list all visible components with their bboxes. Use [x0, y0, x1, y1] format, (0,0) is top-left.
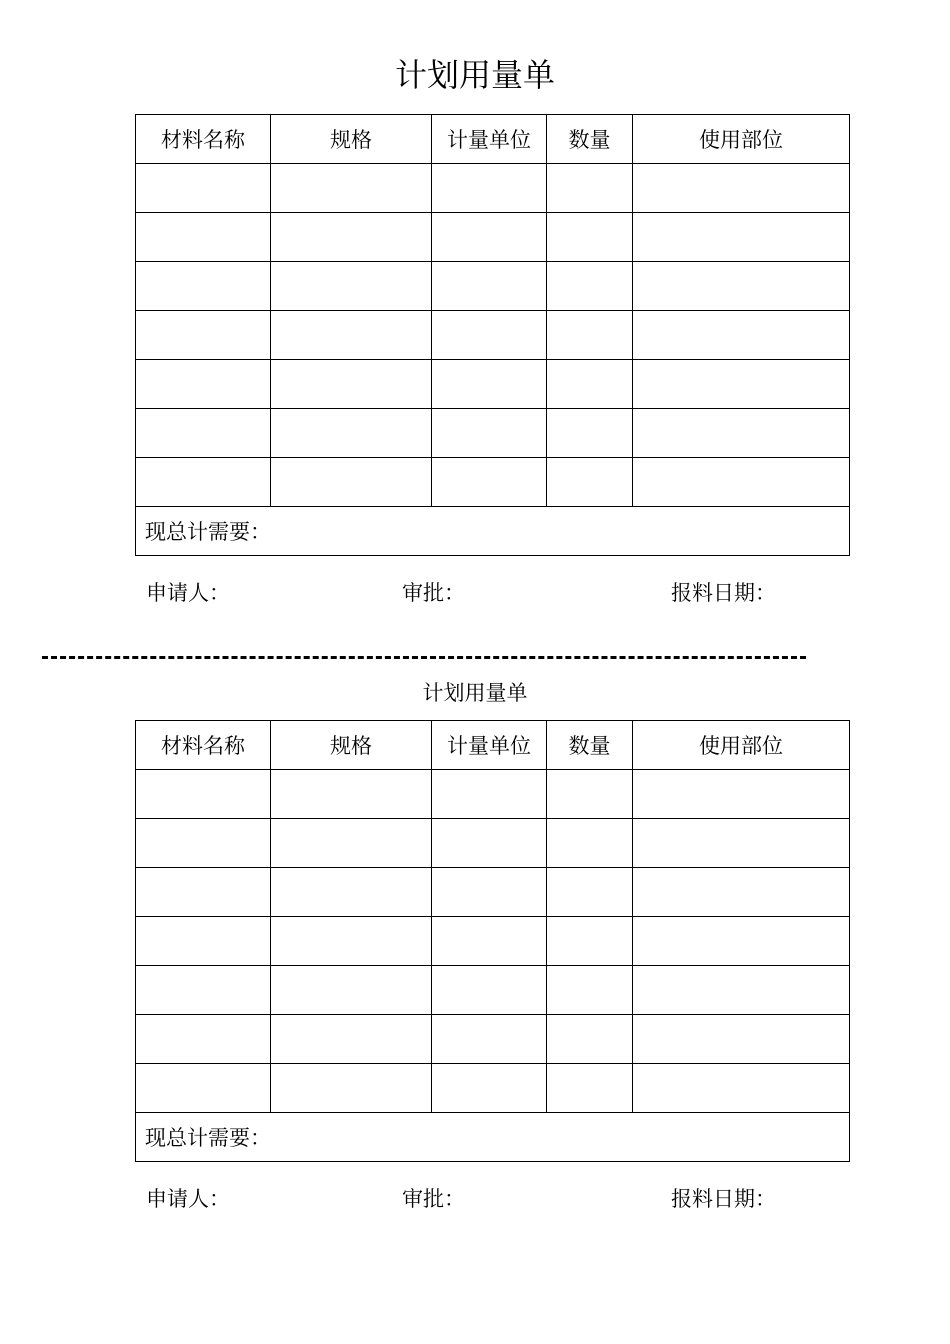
table-cell[interactable] [633, 262, 850, 311]
cut-line-divider [42, 656, 806, 659]
table-cell[interactable] [547, 770, 633, 819]
table-cell[interactable] [271, 819, 432, 868]
total-needed-cell[interactable] [136, 1113, 850, 1162]
table-cell[interactable] [136, 213, 271, 262]
table-row [136, 868, 850, 917]
request-date-label: 报料日期： [671, 1187, 776, 1211]
table-cell[interactable] [271, 360, 432, 409]
table-cell[interactable] [271, 1064, 432, 1113]
table-cell[interactable] [271, 164, 432, 213]
table-cell[interactable] [547, 213, 633, 262]
table-cell[interactable] [432, 213, 547, 262]
table-cell[interactable] [633, 819, 850, 868]
table-cell[interactable] [432, 458, 547, 507]
table-cell[interactable] [547, 966, 633, 1015]
applicant-label: 申请人： [146, 1187, 230, 1211]
table-cell[interactable] [136, 966, 271, 1015]
table-cell[interactable] [136, 1064, 271, 1113]
header-unit: 计量单位 [432, 115, 547, 164]
table-cell[interactable] [136, 262, 271, 311]
table-row [136, 819, 850, 868]
material-table [135, 114, 850, 556]
table-cell[interactable] [633, 770, 850, 819]
table-cell[interactable] [633, 311, 850, 360]
table-cell[interactable] [547, 360, 633, 409]
approval-label: 审批： [402, 1187, 465, 1211]
table-cell[interactable] [547, 917, 633, 966]
table-cell[interactable] [432, 770, 547, 819]
header-material-name: 材料名称 [136, 115, 271, 164]
table-cell[interactable] [432, 311, 547, 360]
form-title: 计划用量单 [422, 681, 528, 705]
table-cell[interactable] [547, 262, 633, 311]
table-cell[interactable] [136, 770, 271, 819]
total-needed-cell[interactable] [136, 507, 850, 556]
table-cell[interactable] [271, 868, 432, 917]
header-material-name: 材料名称 [136, 721, 271, 770]
table-row [136, 360, 850, 409]
table-cell[interactable] [271, 311, 432, 360]
table-cell[interactable] [633, 868, 850, 917]
header-usage-location: 使用部位 [633, 115, 850, 164]
table-row [136, 311, 850, 360]
table-cell[interactable] [271, 1015, 432, 1064]
table-cell[interactable] [271, 213, 432, 262]
table-cell[interactable] [633, 360, 850, 409]
table-cell[interactable] [136, 917, 271, 966]
table-row [136, 966, 850, 1015]
table-cell[interactable] [633, 213, 850, 262]
table-header-row [136, 115, 850, 164]
table-cell[interactable] [547, 164, 633, 213]
table-cell[interactable] [633, 917, 850, 966]
total-needed-label: 现总计需要： [145, 520, 271, 544]
table-cell[interactable] [271, 458, 432, 507]
table-row [136, 409, 850, 458]
table-cell[interactable] [136, 409, 271, 458]
header-quantity: 数量 [547, 721, 633, 770]
table-cell[interactable] [633, 409, 850, 458]
table-cell[interactable] [432, 360, 547, 409]
table-cell[interactable] [633, 458, 850, 507]
header-unit: 计量单位 [432, 721, 547, 770]
total-needed-label: 现总计需要： [145, 1126, 271, 1150]
table-row [136, 458, 850, 507]
table-row [136, 213, 850, 262]
header-usage-location: 使用部位 [633, 721, 850, 770]
header-spec: 规格 [271, 115, 432, 164]
total-row [136, 507, 850, 556]
table-cell[interactable] [271, 770, 432, 819]
table-cell[interactable] [547, 458, 633, 507]
table-cell[interactable] [136, 1015, 271, 1064]
material-table [135, 720, 850, 1162]
table-cell[interactable] [547, 409, 633, 458]
table-cell[interactable] [271, 966, 432, 1015]
table-row [136, 1015, 850, 1064]
table-row [136, 770, 850, 819]
table-cell[interactable] [547, 819, 633, 868]
table-cell[interactable] [547, 868, 633, 917]
table-cell[interactable] [271, 262, 432, 311]
table-cell[interactable] [271, 917, 432, 966]
form-title: 计划用量单 [394, 56, 555, 94]
table-header-row [136, 721, 850, 770]
table-cell[interactable] [136, 164, 271, 213]
header-quantity: 数量 [547, 115, 633, 164]
table-cell[interactable] [271, 409, 432, 458]
table-cell[interactable] [136, 868, 271, 917]
table-cell[interactable] [633, 164, 850, 213]
table-cell[interactable] [432, 1015, 547, 1064]
table-row [136, 1064, 850, 1113]
table-cell[interactable] [547, 1064, 633, 1113]
table-cell[interactable] [432, 164, 547, 213]
table-cell[interactable] [432, 819, 547, 868]
table-cell[interactable] [633, 1064, 850, 1113]
table-cell[interactable] [136, 819, 271, 868]
table-row [136, 917, 850, 966]
table-cell[interactable] [547, 1015, 633, 1064]
table-cell[interactable] [136, 458, 271, 507]
table-row [136, 262, 850, 311]
table-row [136, 164, 850, 213]
table-cell[interactable] [136, 311, 271, 360]
approval-label: 审批： [402, 581, 465, 605]
table-cell[interactable] [432, 966, 547, 1015]
table-cell[interactable] [547, 311, 633, 360]
table-cell[interactable] [136, 360, 271, 409]
request-date-label: 报料日期： [671, 581, 776, 605]
table-cell[interactable] [432, 917, 547, 966]
table-cell[interactable] [432, 1064, 547, 1113]
table-cell[interactable] [432, 868, 547, 917]
table-cell[interactable] [432, 409, 547, 458]
total-row [136, 1113, 850, 1162]
table-cell[interactable] [633, 1015, 850, 1064]
table-cell[interactable] [432, 262, 547, 311]
applicant-label: 申请人： [146, 581, 230, 605]
header-spec: 规格 [271, 721, 432, 770]
table-cell[interactable] [633, 966, 850, 1015]
